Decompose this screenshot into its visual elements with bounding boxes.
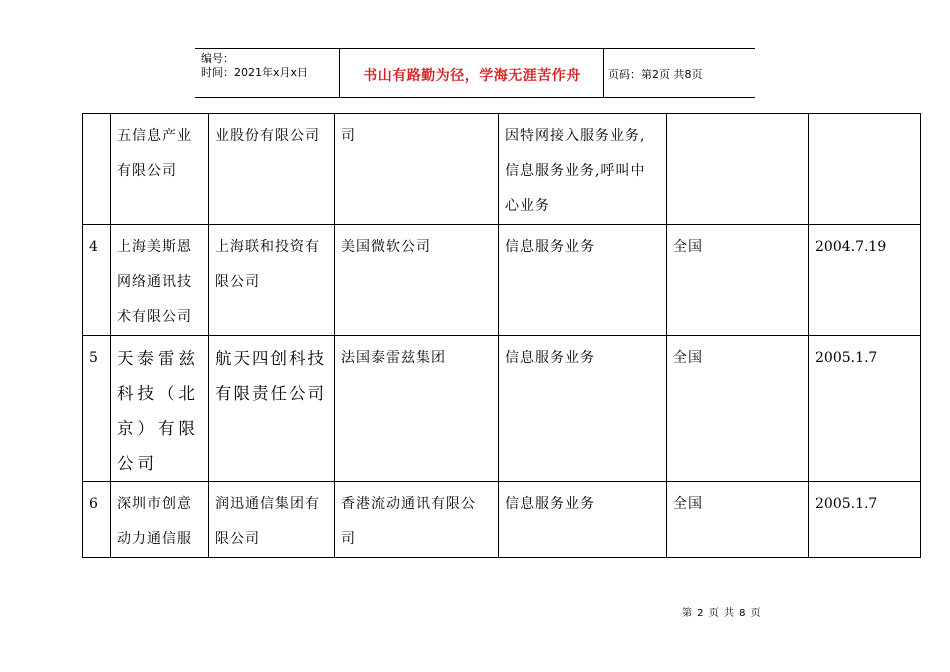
investor-line: 有限责任公司 [215,384,326,403]
service-cell [499,336,667,482]
investor-line: 限公司 [215,274,260,290]
investor-line: 航天四创科技 [215,349,326,368]
company-line: 术有限公司 [117,309,192,325]
row-number: 4 [83,225,111,336]
investor-line: 润迅通信集团有 [215,496,320,512]
investor-cell [209,225,335,336]
company-cell [111,114,209,225]
service-cell [499,114,667,225]
partner-cell [335,336,499,482]
scope-cell: 全国 [667,225,809,336]
page-header [195,48,755,98]
doc-time-label: 时间：2021年x月x日 [201,66,309,79]
header-motto: 书山有路勤为径，学海无涯苦作舟 [363,68,581,84]
company-cell [111,482,209,558]
service-line: 信息服务业务 [505,350,595,366]
header-divider [603,49,604,97]
company-line: 上海美斯恩 [117,239,192,255]
investor-cell [209,336,335,482]
header-page-number: 页码：第2页 共8页 [608,68,703,81]
date-cell: 2005.1.7 [809,482,921,558]
partner-cell [335,114,499,225]
table-row [83,336,921,482]
scope-cell [667,114,809,225]
scope-cell: 全国 [667,336,809,482]
service-line: 因特网接入服务业务, [505,128,646,144]
company-line: 五信息产业 [117,128,192,144]
service-line: 信息服务业务,呼叫中 [505,163,646,179]
partner-line: 司 [341,531,356,547]
table-row [83,225,921,336]
service-cell [499,225,667,336]
company-line: 科技（北 [117,384,199,403]
date-cell: 2005.1.7 [809,336,921,482]
investor-line: 上海联和投资有 [215,239,320,255]
date-cell [809,114,921,225]
investor-line: 业股份有限公司 [215,128,320,144]
header-meta [201,52,308,80]
service-cell [499,482,667,558]
company-line: 有限公司 [117,163,177,179]
partner-cell [335,482,499,558]
partner-line: 司 [341,128,356,144]
investor-line: 限公司 [215,531,260,547]
company-cell [111,336,209,482]
scope-cell: 全国 [667,482,809,558]
company-line: 动力通信服 [117,531,192,547]
investor-cell [209,482,335,558]
row-number [83,114,111,225]
header-divider [339,49,340,97]
partner-line: 法国泰雷兹集团 [341,350,446,366]
service-line: 心业务 [505,198,550,214]
license-table [82,113,921,558]
row-number: 6 [83,482,111,558]
row-number: 5 [83,336,111,482]
date-cell: 2004.7.19 [809,225,921,336]
partner-line: 美国微软公司 [341,239,431,255]
company-line: 京）有限 [117,419,199,438]
company-line: 天泰雷兹 [117,349,199,368]
service-line: 信息服务业务 [505,496,595,512]
company-line: 深圳市创意 [117,496,192,512]
table-row [83,114,921,225]
table-row [83,482,921,558]
page-footer: 第 2 页 共 8 页 [682,608,762,619]
company-line: 网络通讯技 [117,274,192,290]
company-line: 公司 [117,454,158,473]
service-line: 信息服务业务 [505,239,595,255]
partner-line: 香港流动通讯有限公 [341,496,476,512]
partner-cell [335,225,499,336]
company-cell [111,225,209,336]
investor-cell [209,114,335,225]
doc-number-label: 编号： [201,52,234,65]
